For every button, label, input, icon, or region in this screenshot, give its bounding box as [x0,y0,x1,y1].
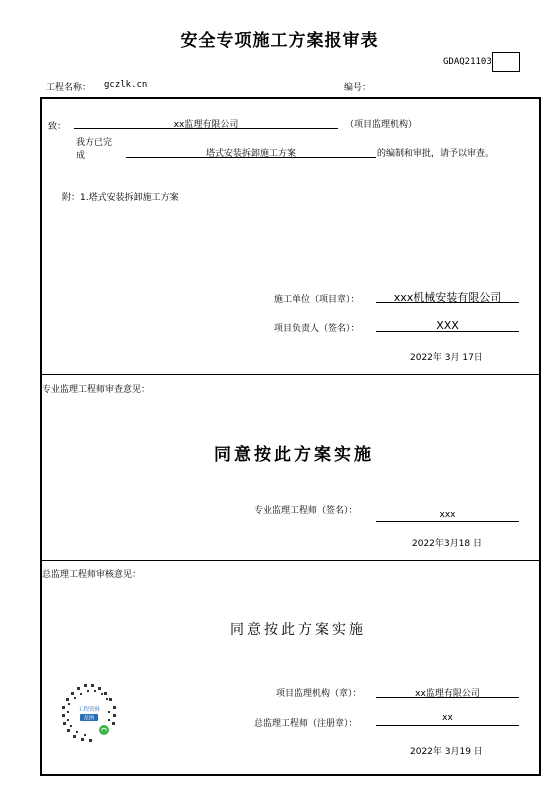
number-label: 编号： [344,83,372,93]
chief-opinion-heading: 总监理工程师审核意见： [42,570,142,580]
chief-opinion-text: 同意按此方案实施 [230,622,366,638]
section1-date: 2022年 3月 17日 [410,353,483,363]
section3-date: 2022年 3月19 日 [410,747,483,757]
specialist-opinion-text: 同意按此方案实施 [214,445,374,465]
supervision-org-underline [376,697,519,698]
section-divider-1 [40,374,541,375]
to-label: 致： [48,122,67,132]
plan-name-value: 塔式安装拆卸施工方案 [205,149,296,159]
qr-logo-text-top: 工程资料 [77,707,101,713]
plan-name-underline [126,157,376,158]
done-line-1: 我方已完 [76,138,113,148]
construction-unit-underline [376,302,519,303]
supervision-org-value: xx监理有限公司 [415,689,480,699]
project-name-value: gczlk.cn [104,80,148,90]
project-manager-value: XXX [436,319,459,332]
specialist-engineer-underline [376,521,519,522]
project-manager-label: 项目负责人（签名）： [274,324,360,334]
qr-logo-text-bottom: 范例 [83,715,95,722]
to-value: xx监理有限公司 [173,120,239,130]
project-manager-underline [376,331,519,332]
form-code-box[interactable] [492,52,520,72]
plan-suffix: 的编制和审批，请予以审查。 [377,149,495,159]
done-line-2: 成 [76,151,86,161]
to-suffix: （项目监理机构） [345,120,418,130]
chief-engineer-label: 总监理工程师（注册章）： [254,719,358,729]
construction-unit-value: xxx机械安装有限公司 [393,291,502,304]
construction-unit-label: 施工单位（项目章）： [274,295,360,305]
section2-date: 2022年3月18 日 [412,539,482,549]
attachment-line: 附：1.塔式安装拆卸施工方案 [62,193,179,203]
to-underline [74,128,338,129]
specialist-opinion-heading: 专业监理工程师审查意见： [42,385,151,395]
section-divider-2 [40,560,541,561]
chief-engineer-underline [376,725,519,726]
qr-code-logo[interactable] [54,678,124,748]
supervision-org-label: 项目监理机构（章）： [276,689,362,699]
specialist-engineer-value: xxx [439,510,456,520]
form-code: GDAQ21103 [443,57,492,67]
document-title: 安全专项施工方案报审表 [180,31,379,51]
chief-engineer-value: xx [442,713,453,723]
project-name-label: 工程名称： [46,83,92,93]
specialist-engineer-label: 专业监理工程师（签名）： [254,506,358,516]
